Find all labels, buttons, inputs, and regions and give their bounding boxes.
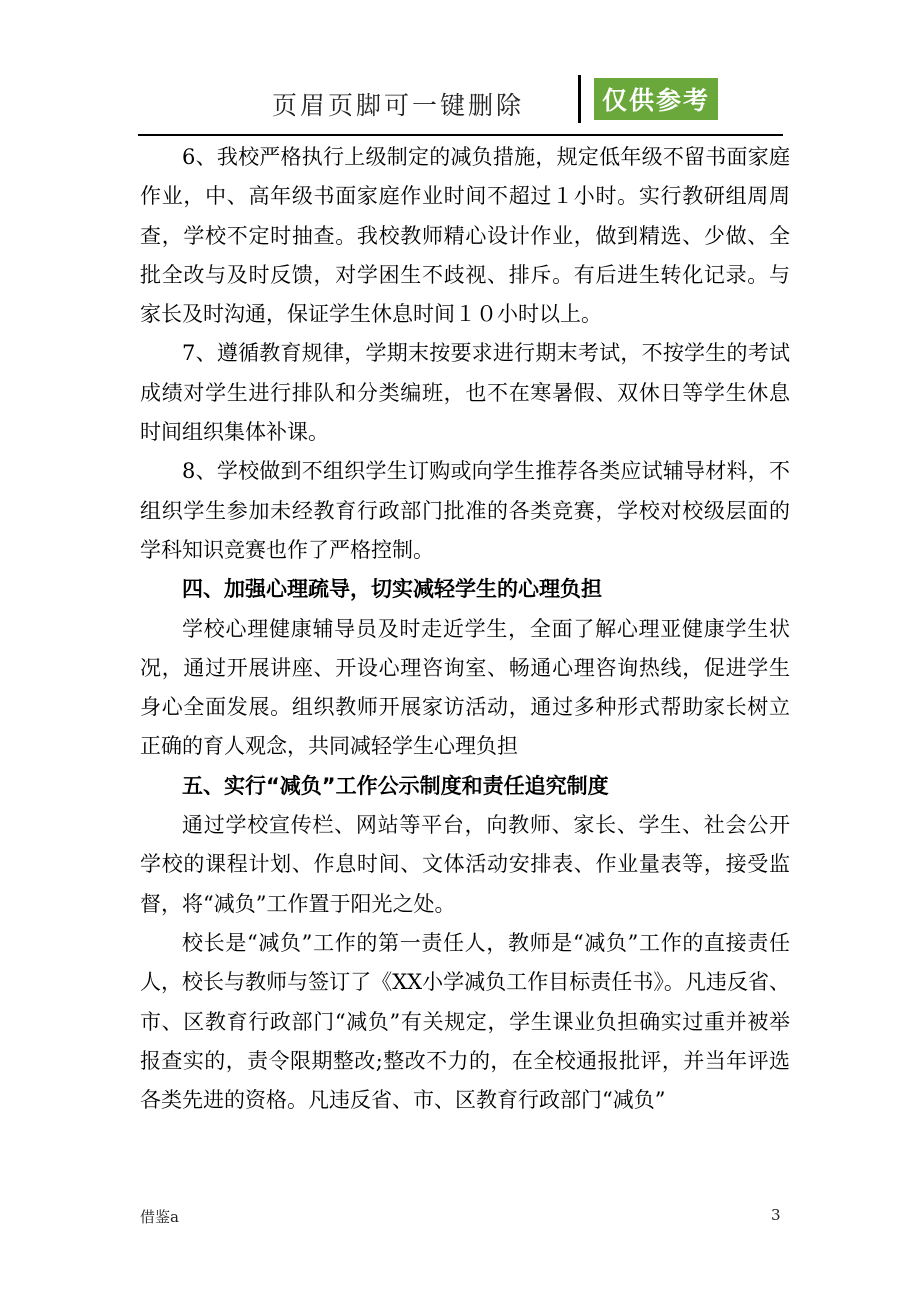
document-body (140, 138, 790, 1120)
paragraph-psychology: 学校心理健康辅导员及时走近学生，全面了解心理亚健康学生状况，通过开展讲座、开设心理咨询室、畅通心理咨询热线，促进学生身心全面发展。组织教师开展家访活动，通过多种形式帮助家长树立正确的育人观念，共同减轻学生心理负担 (140, 616, 790, 759)
footer-text: 借鉴a (140, 1208, 179, 1226)
header-text: 页眉页脚可一键删除 (272, 91, 525, 120)
page-number: 3 (771, 1206, 781, 1224)
header-rule (138, 134, 783, 136)
paragraph-item-7: 7、遵循教育规律，学期末按要求进行期末考试，不按学生的考试成绩对学生进行排队和分类编班，也不在寒暑假、双休日等学生休息时间组织集体补课。 (140, 341, 790, 445)
paragraph-item-6: 6、我校严格执行上级制定的减负措施，规定低年级不留书面家庭作业，中、高年级书面家庭作业时间不超过１小时。实行教研组周周查，学校不定时抽查。我校教师精心设计作业，做到精选、少做、全批全改与及时反馈，对学困生不歧视、排斥。有后进生转化记录。与家长及时沟通，保证学生休息时间１０小时以上。 (140, 145, 790, 327)
section-heading-4: 四、加强心理疏导，切实减轻学生的心理负担 (182, 577, 602, 602)
reference-badge: 仅供参考 (594, 78, 718, 120)
section-heading-5: 五、实行“减负”工作公示制度和责任追究制度 (182, 773, 609, 798)
paragraph-item-8: 8、学校做到不组织学生订购或向学生推荐各类应试辅导材料，不组织学生参加未经教育行政部门批准的各类竞赛，学校对校级层面的学科知识竞赛也作了严格控制。 (140, 459, 790, 562)
header-divider (578, 75, 581, 123)
paragraph-responsibility: 校长是“减负”工作的第一责任人，教师是“减负”工作的直接责任人，校长与教师与签订了《XX小学减负工作目标责任书》。凡违反省、市、区教育行政部门“减负”有关规定，学生课业负担确实过重并被举报查实的，责令限期整改;整改不力的，在全校通报批评，并当年评选各类先进的资格。凡违反省、市、区教育行政部门“减负” (140, 930, 790, 1113)
paragraph-publicity: 通过学校宣传栏、网站等平台，向教师、家长、学生、社会公开学校的课程计划、作息时间、文体活动安排表、作业量表等，接受监督，将“减负”工作置于阳光之处。 (140, 813, 790, 916)
